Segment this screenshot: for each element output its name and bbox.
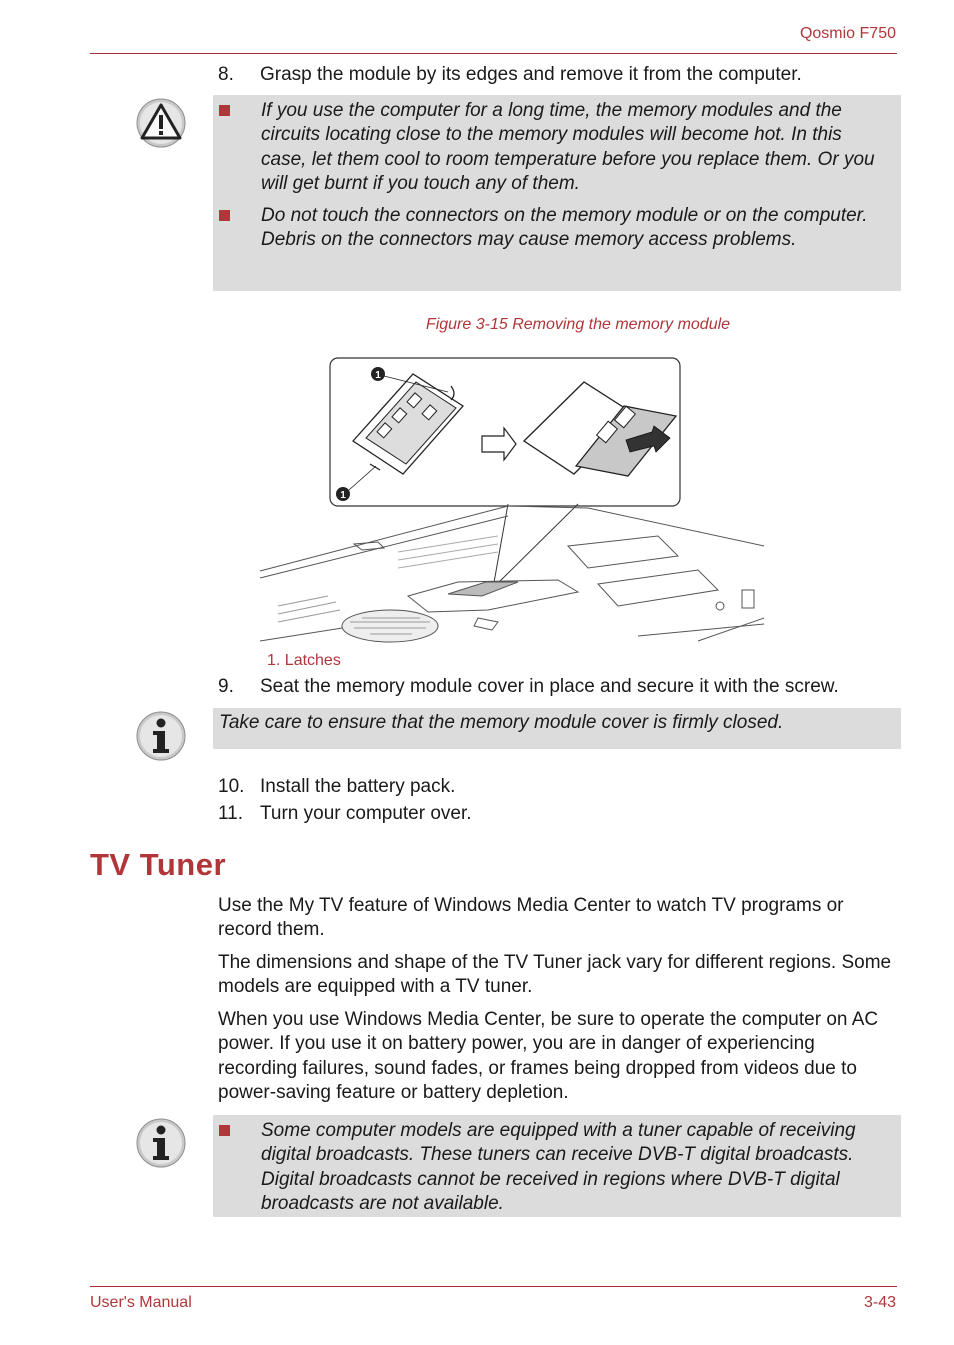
info-icon <box>136 1118 186 1168</box>
info-note-box <box>213 708 901 749</box>
footer-rule <box>90 1286 897 1287</box>
step-number: 11. <box>218 803 244 824</box>
bullet-marker <box>219 105 230 116</box>
page-number: 3-43 <box>863 1294 896 1311</box>
info-bullet-text: Some computer models are equipped with a tuner capable of receiving digital broadcasts. These tuners can receive DVB-T digital broadcasts. Digital broadcasts cannot be received in regions where DVB-T digital broadcasts are not available. <box>261 1120 856 1214</box>
caution-box <box>213 95 901 291</box>
footer-left: User's Manual <box>90 1294 192 1311</box>
info-note-box <box>213 1115 901 1217</box>
section-paragraph: The dimensions and shape of the TV Tuner jack vary for different regions. Some models are equipped with a TV tuner. <box>218 952 892 998</box>
step-8 <box>218 63 802 87</box>
figure-caption: Figure 3-15 Removing the memory module <box>425 316 731 333</box>
step-number: 8. <box>218 64 234 85</box>
step-text: Seat the memory module cover in place and secure it with the screw. <box>260 676 839 697</box>
step-10 <box>218 775 455 799</box>
step-text: Turn your computer over. <box>260 803 472 824</box>
header-rule <box>90 53 897 54</box>
step-number: 9. <box>218 676 234 697</box>
caution-bullet-text: Do not touch the connectors on the memory module or on the computer. Debris on the connectors may cause memory access problems. <box>261 205 868 251</box>
bullet-marker <box>219 1125 230 1136</box>
memory-module-figure <box>258 356 768 644</box>
section-paragraph: Use the My TV feature of Windows Media Center to watch TV programs or record them. <box>218 895 844 941</box>
laptop-underside-illustration <box>260 506 764 642</box>
callout-number: 1 <box>375 370 381 381</box>
header-title: Qosmio F750 <box>799 25 896 42</box>
callout-number: 1 <box>340 490 346 501</box>
figure-legend: 1. Latches <box>267 652 341 669</box>
bullet-marker <box>219 210 230 221</box>
warning-triangle-icon <box>136 98 186 148</box>
section-paragraph: When you use Windows Media Center, be sure to operate the computer on AC power. If you use it on battery power, you are in danger of experiencing recording failures, sound fades, or frames being dropped from videos due to power-saving feature or battery depletion. <box>218 1009 879 1103</box>
step-text: Grasp the module by its edges and remove it from the computer. <box>260 64 802 85</box>
step-number: 10. <box>218 776 245 797</box>
caution-bullet-text: If you use the computer for a long time, the memory modules and the circuits locating close to the memory modules will become hot. In this case, let them cool to room temperature before you replace them. Or you will get burnt if you touch any of them. <box>261 100 875 194</box>
step-11 <box>218 802 472 826</box>
info-icon <box>136 711 186 761</box>
info-note-text: Take care to ensure that the memory module cover is firmly closed. <box>219 712 784 733</box>
section-title: TV Tuner <box>90 847 227 882</box>
step-text: Install the battery pack. <box>260 776 456 797</box>
step-9 <box>218 675 839 699</box>
